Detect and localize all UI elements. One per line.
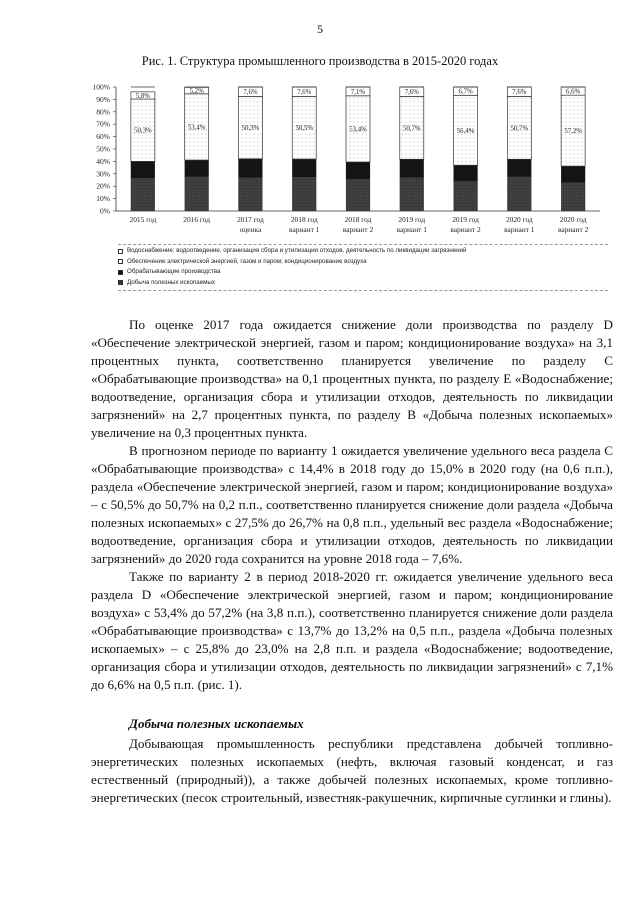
bar-segment-mining xyxy=(185,177,209,211)
page-number: 5 xyxy=(317,22,323,36)
x-tick-label: оценка xyxy=(239,225,262,234)
data-label-water: 7,6% xyxy=(243,89,258,97)
legend-label-electricity: Обеспечение электрической энергией, газом и паром; кондиционирование воздуха xyxy=(127,257,367,265)
section-text xyxy=(91,735,613,807)
x-tick-label: вариант 2 xyxy=(450,225,481,234)
bar-segment-manufacturing xyxy=(238,159,262,178)
paragraph-2: В прогнозном периоде по варианту 1 ожидается увеличение удельного веса раздела С «Обрабатывающие производства» с 14,4% в 2018 году до 15,0% в 2020 году (на 0,6 п.п.), раздела «Обеспечение электрической энергией, газом и паром; кондиционирование воздуха» – с 50,5% до 50,7% на 0,2 п.п., соответственно планируется снижение доли раздела «Добыча полезных ископаемых» с 27,5% до 26,7% на 0,8 п.п., удельный вес раздела «Водоснабжение; водоотведение, организация сбора и утилизации отходов, деятельность по ликвидации загрязнений» до 2020 года сохранится на уровне 2018 года – 7,6%. xyxy=(91,443,613,566)
data-label-electricity: 50,7% xyxy=(402,125,421,133)
data-label-water: 6,6% xyxy=(566,88,581,96)
data-label-water: 5,8% xyxy=(135,92,150,100)
legend-label-water: Водоснабжение; водоотведение, организация сбора и утилизации отходов, деятельность по ликвидации загрязнений xyxy=(127,247,467,254)
legend-swatch-mining xyxy=(118,280,123,285)
bar-segment-mining xyxy=(346,179,370,211)
x-tick-label: вариант 2 xyxy=(557,225,589,234)
x-tick-label: 2018 год xyxy=(344,215,372,224)
bar-segment-mining xyxy=(131,178,155,211)
bar-segment-manufacturing xyxy=(346,162,370,179)
data-label-electricity: 56,4% xyxy=(456,127,475,135)
chart-legend xyxy=(118,244,608,291)
y-tick-label: 70% xyxy=(96,119,110,129)
x-tick-label: 2019 год xyxy=(398,215,426,224)
stacked-bar-chart xyxy=(0,0,640,245)
x-tick-label: вариант 2 xyxy=(342,225,374,234)
x-tick-label: 2016 год xyxy=(183,215,211,224)
bar-segment-manufacturing xyxy=(454,165,478,181)
figure-title: Рис. 1. Структура промышленного производства в 2015-2020 годах xyxy=(141,54,499,68)
x-tick-label: 2015 год xyxy=(129,215,157,224)
x-tick-label: 2018 год xyxy=(290,215,318,224)
y-tick-label: 40% xyxy=(96,156,110,166)
section-paragraph: Добывающая промышленность республики представлена добычей топливно-энергетических полезных ископаемых (нефть, включая газовый конденсат, и газ естественный (природный)), а также добычей полезных ископаемых, кроме топливно-энергетических (песок строительный, известняк-ракушечник, кирпичные суглинки и глины). xyxy=(91,736,613,805)
data-label-electricity: 50,5% xyxy=(295,125,314,133)
bar-segment-manufacturing xyxy=(292,159,316,177)
y-tick-label: 50% xyxy=(96,144,110,154)
y-tick-label: 10% xyxy=(96,194,110,204)
bar-segment-mining xyxy=(561,182,585,211)
data-label-water: 5,2% xyxy=(189,88,204,96)
section-heading: Добыча полезных ископаемых xyxy=(129,716,304,731)
legend-swatch-water xyxy=(118,249,123,254)
data-label-water: 7,1% xyxy=(350,88,366,96)
data-label-water: 7,6% xyxy=(297,89,312,97)
data-label-electricity: 53,4% xyxy=(187,124,206,132)
x-tick-label: 2020 год xyxy=(559,215,587,224)
legend-item-electricity xyxy=(118,257,608,268)
data-label-electricity: 50,3% xyxy=(241,125,260,133)
data-label-electricity: 57,2% xyxy=(564,128,582,136)
legend-item-manufacturing xyxy=(118,267,608,278)
data-label-water: 7,6% xyxy=(512,89,527,97)
legend-label-manufacturing: Обрабатывающие производства xyxy=(127,268,221,275)
x-tick-label: вариант 1 xyxy=(289,225,320,234)
data-label-electricity: 50,7% xyxy=(510,125,529,133)
y-tick-label: 80% xyxy=(96,107,110,117)
y-tick-label: 60% xyxy=(96,132,110,142)
x-tick-label: вариант 1 xyxy=(396,225,427,234)
legend-label-mining: Добыча полезных ископаемых xyxy=(127,278,215,286)
x-tick-label: 2020 год xyxy=(505,215,533,224)
bar-segment-mining xyxy=(400,178,424,211)
y-tick-label: 0% xyxy=(100,206,110,216)
data-label-electricity: 50,3% xyxy=(134,127,152,135)
y-tick-label: 30% xyxy=(96,169,110,179)
paragraph-1: По оценке 2017 года ожидается снижение доли производства по разделу D «Обеспечение электрической энергией, газом и паром; кондиционирование воздуха» на 3,1 процентных пункта, соответственно планируется увеличение по разделу С «Обрабатывающие производства» на 0,1 процентных пункта, по разделу Е «Водоснабжение; водоотведение, организация сбора и утилизации отходов, деятельность по ликвидации загрязнений» на 2,7 процентных пункта, по разделу В «Добыча полезных ископаемых» увеличение на 0,3 процентных пункта. xyxy=(91,317,613,440)
data-label-water: 6,7% xyxy=(458,88,473,96)
x-tick-label: 2017 год xyxy=(237,215,264,224)
bar-segment-mining xyxy=(238,178,262,211)
bar-segment-manufacturing xyxy=(561,166,585,182)
data-label-electricity: 53,4% xyxy=(349,126,367,134)
bar-segment-mining xyxy=(292,177,316,211)
legend-item-mining xyxy=(118,278,608,289)
x-tick-label: вариант 1 xyxy=(504,225,535,234)
bar-segment-manufacturing xyxy=(131,161,155,178)
bar-segment-mining xyxy=(507,177,531,211)
y-tick-label: 100% xyxy=(92,82,110,92)
data-label-water: 7,6% xyxy=(404,89,419,97)
bar-segment-manufacturing xyxy=(185,160,209,177)
bar-segment-manufacturing xyxy=(507,159,531,177)
paragraph-3: Также по варианту 2 в период 2018-2020 гг. ожидается увеличение удельного веса раздела D «Обеспечение электрической энергией, газом и паром; кондиционирование воздуха» с 53,4% до 57,2% (на 3,8 п.п.), соответственно планируется снижение доли раздела «Обрабатывающие производства» с 13,7% до 13,2% на 0,5 п.п., раздела «Добыча полезных ископаемых» – с 25,8% до 23,0% на 2,8 п.п. и раздела «Водоснабжение; водоотведение, организация сбора и утилизации отходов, деятельность по ликвидации загрязнений» с 7,1% до 6,6% на 0,5 п.п. (рис. 1). xyxy=(91,569,613,692)
y-tick-label: 20% xyxy=(96,181,110,191)
bar-segment-mining xyxy=(454,181,478,211)
legend-swatch-electricity xyxy=(118,259,123,264)
legend-swatch-manufacturing xyxy=(118,270,123,275)
body-text xyxy=(91,316,613,694)
x-tick-label: 2019 год xyxy=(452,215,479,224)
bar-segment-manufacturing xyxy=(400,159,424,177)
y-tick-label: 90% xyxy=(96,94,110,104)
legend-item-water xyxy=(118,246,608,257)
